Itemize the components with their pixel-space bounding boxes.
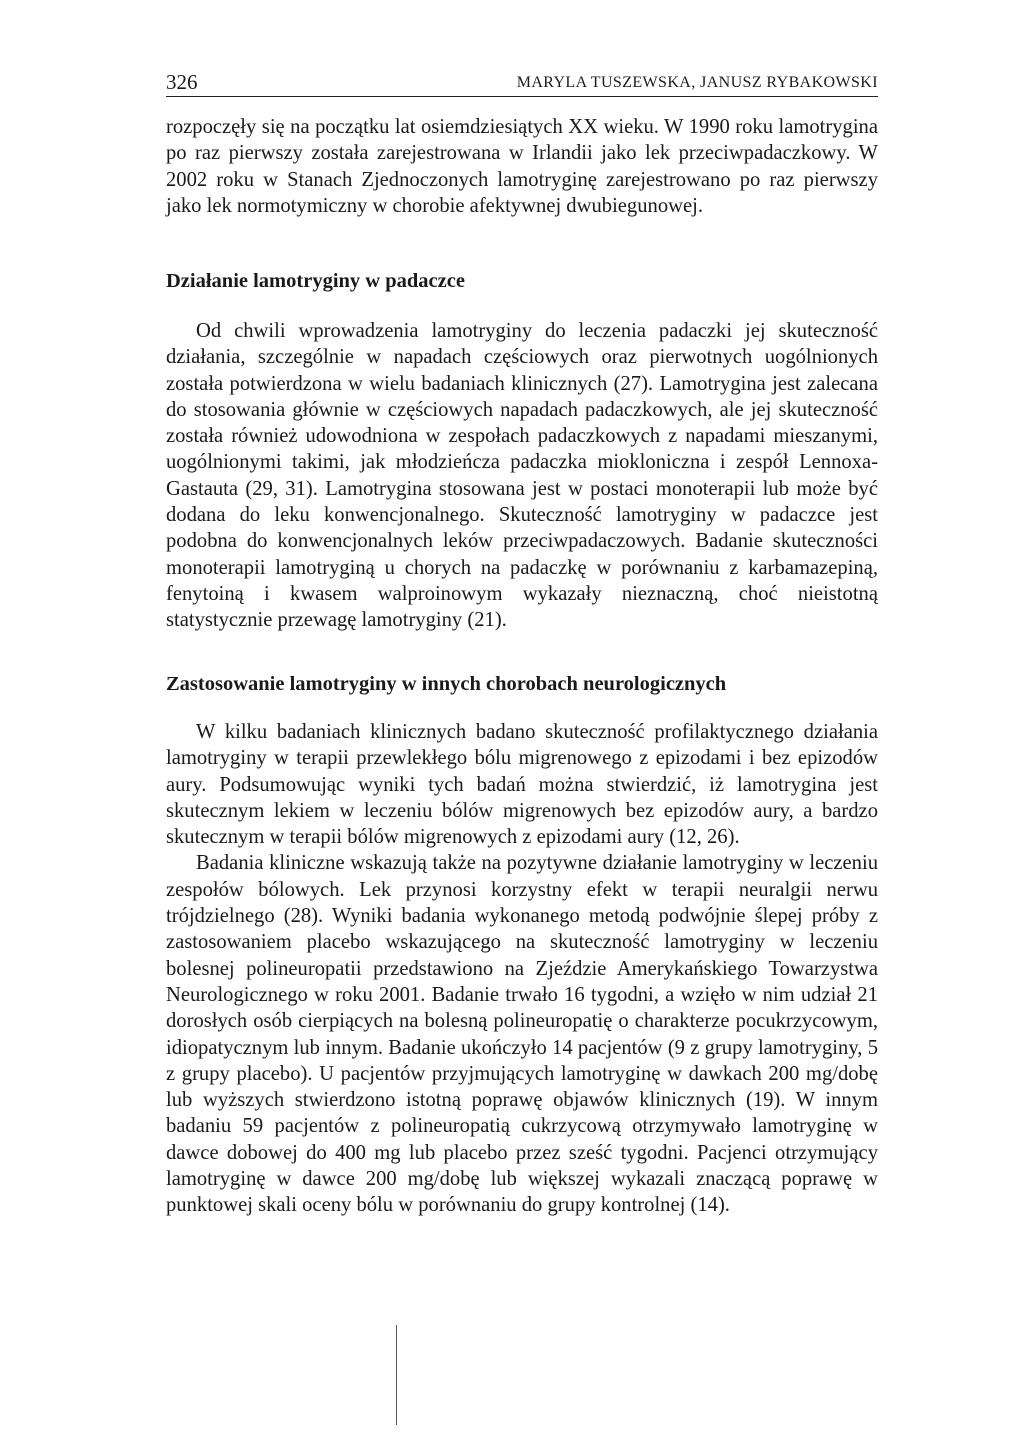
section-heading-epilepsy: Działanie lamotryginy w padaczce	[166, 270, 465, 292]
section-body-epilepsy	[166, 318, 878, 634]
page-number: 326	[166, 70, 198, 94]
paragraph-epilepsy: Od chwili wprowadzenia lamotryginy do leczenia padaczki jej skuteczność działania, szczególnie w napadach częściowych oraz pierwotnych uogólnionych została potwierdzona w wielu badaniach klinicznych (27). Lamotrygina jest zalecana do stosowania głównie w częściowych napadach padaczkowych, ale jej skuteczność została również udowodniona w zespołach padaczkowych z napadami mieszanymi, uogólnionymi takimi, jak młodzieńcza padaczka miokloniczna i zespół Lennoxa-Gastauta (29, 31). Lamotrygina stosowana jest w postaci monoterapii lub może być dodana do leku konwencjonalnego. Skuteczność lamotryginy w padaczce jest podobna do konwencjonalnych leków przeciwpadaczowych. Badanie skuteczności monoterapii lamotryginą u chorych na padaczkę w porównaniu z karbamazepiną, fenytoiną i kwasem walproinowym wykazały nieznaczną, choć nieistotną statystycznie przewagę lamotryginy (21).	[166, 320, 878, 632]
paragraph-migraine: W kilku badaniach klinicznych badano skuteczność profilaktycznego działania lamotryginy w terapii przewlekłego bólu migrenowego z epizodami i bez epizodów aury. Podsumowując wyniki tych badań można stwierdzić, iż lamotrygina jest skutecznym lekiem w leczeniu bólów migrenowych bez epizodów aury, a bardzo skutecznym w terapii bólów migrenowych z epizodami aury (12, 26).	[166, 721, 878, 849]
scan-artifact-line	[396, 1325, 397, 1425]
section-heading-neurological: Zastosowanie lamotryginy w innych chorobach neurologicznych	[166, 673, 727, 695]
intro-paragraph: rozpoczęły się na początku lat osiemdziesiątych XX wieku. W 1990 roku lamotrygina po raz pierwszy została zarejestrowana w Irlandii jako lek przeciwpadaczkowy. W 2002 roku w Stanach Zjednoczonych lamotryginę zarejestrowano po raz pierwszy jako lek normotymiczny w chorobie afektywnej dwubiegunowej.	[166, 116, 878, 217]
intro-block	[166, 114, 878, 219]
paragraph-pain-syndromes: Badania kliniczne wskazują także na pozytywne działanie lamotryginy w leczeniu zespołów bólowych. Lek przynosi korzystny efekt w terapii neuralgii nerwu trójdzielnego (28). Wyniki badania wykonanego metodą podwójnie ślepej próby z zastosowaniem placebo wskazującego na skuteczność lamotryginy w leczeniu bolesnej polineuropatii przedstawiono na Zjeździe Amerykańskiego Towarzystwa Neurologicznego w roku 2001. Badanie trwało 16 tygodni, a wzięło w nim udział 21 dorosłych osób cierpiących na bolesną polineuropatię o charakterze pocukrzycowym, idiopatycznym lub innym. Badanie ukończyło 14 pacjentów (9 z grupy lamotryginy, 5 z grupy placebo). U pacjentów przyjmujących lamotryginę w dawkach 200 mg/dobę lub wyższych stwierdzono istotną poprawę objawów klinicznych (19). W innym badaniu 59 pacjentów z polineuropatią cukrzycową otrzymywało lamotryginę w dawce dobowej do 400 mg lub placebo przez sześć tygodni. Pacjenci otrzymujący lamotryginę w dawce 200 mg/dobę lub większej wykazali znaczącą poprawę w punktowej skali oceny bólu w porównaniu do grupy kontrolnej (14).	[166, 852, 878, 1217]
section-body-neurological	[166, 719, 878, 1219]
running-header	[166, 66, 878, 97]
running-title-authors: MARYLA TUSZEWSKA, JANUSZ RYBAKOWSKI	[516, 74, 878, 91]
